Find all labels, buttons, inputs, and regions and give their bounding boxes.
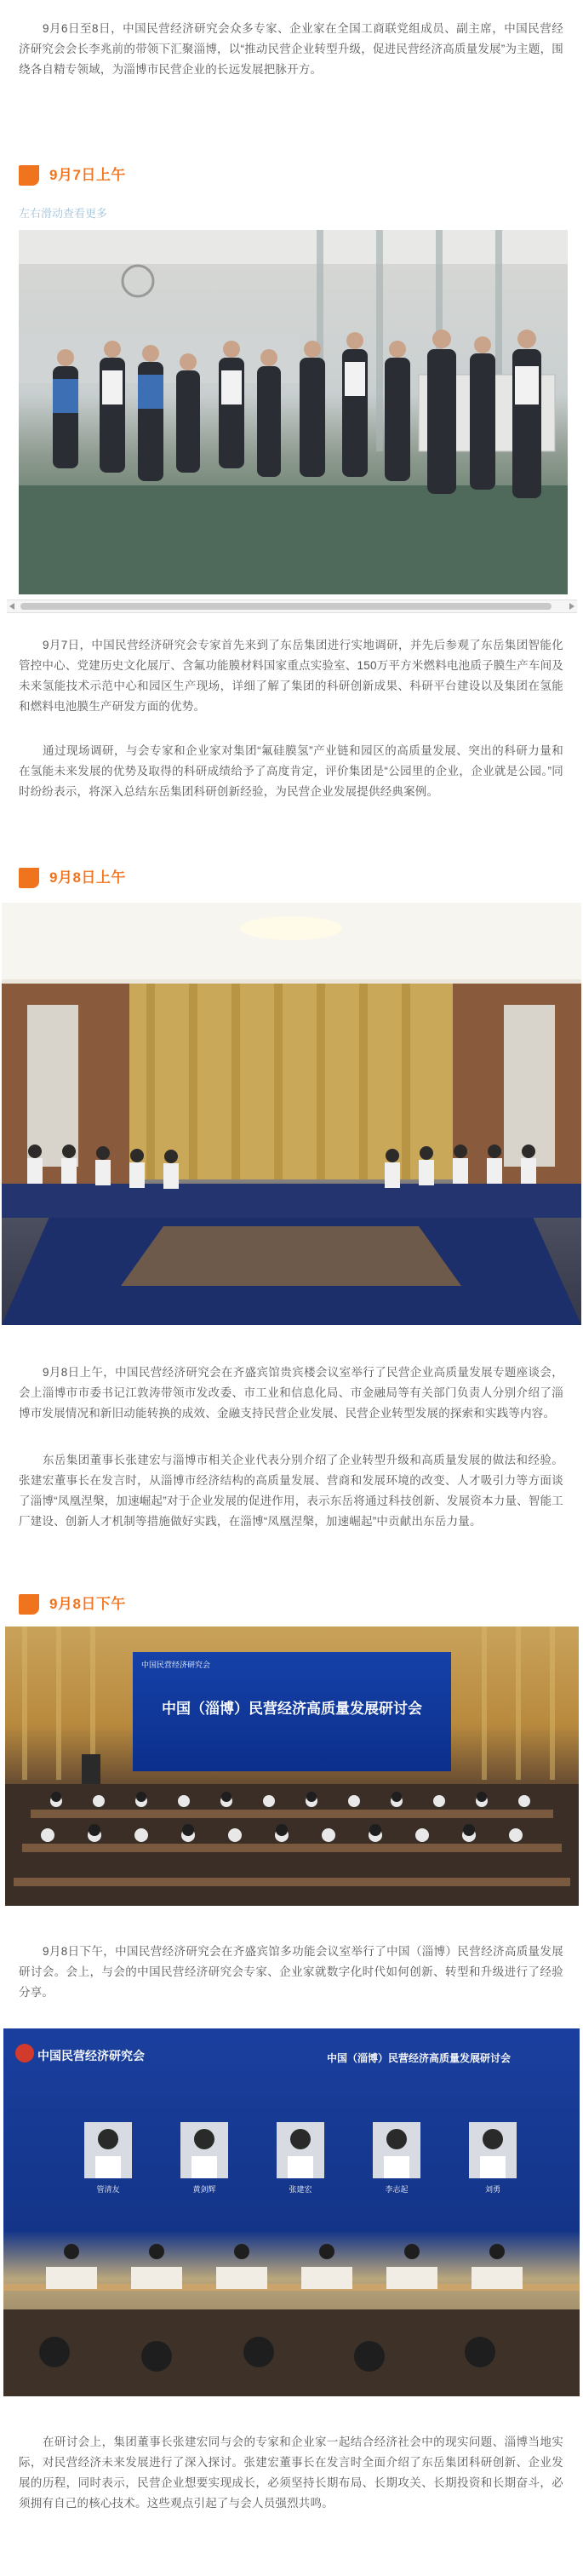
- photo-symposium-meeting: [2, 903, 581, 1325]
- photo-speaker-panel: [3, 2028, 580, 2396]
- scroll-thumb[interactable]: [20, 603, 552, 610]
- paragraph-0908-am-meeting: 9月8日上午，中国民营经济研究会在齐盛宾馆贵宾楼会议室举行了民营企业高质量发展专题座谈会，会上淄博市市委书记江敦涛带领市发改委、市工业和信息化局、市金融局等有关部门负责人分别介绍了淄博市发展情况和新旧动能转换的成效、金融支持民营企业发展、民营企业转型发展的探索和实践等内容。: [19, 1366, 563, 1420]
- section-title: 9月8日下午: [49, 1596, 126, 1612]
- stage-illustration: [3, 2028, 580, 2396]
- screen-org-name: 中国民营经济研究会: [141, 1661, 211, 1669]
- section-header-0907-am: [0, 155, 583, 189]
- speaker-name: 管清友: [96, 2185, 120, 2194]
- section-title: 9月8日上午: [49, 869, 126, 886]
- photo-seminar-hall: [5, 1626, 579, 1906]
- paragraph-0907-visit: 9月7日，中国民营经济研究会专家首先来到了东岳集团进行实地调研，并先后参观了东岳集团智能化管控中心、党建历史文化展厅、含氟功能膜材料国家重点实验室、150万平方米燃料电池质子膜生产车间及未来氢能技术示范中心和园区生产现场，详细了解了集团的科研创新成果、科研平台建设以及集团在氢能和燃料电池膜生产研发方面的优势。: [19, 639, 563, 713]
- gallery-scrollbar[interactable]: [7, 600, 577, 613]
- panel-org-name: 中国民营经济研究会: [37, 2049, 145, 2063]
- speaker-name: 张建宏: [289, 2185, 312, 2194]
- paragraph-0908-pm-discussion: 在研讨会上，集团董事长张建宏同与会的专家和企业家一起结合经济社会中的现实问题、淄博当地实际，对民营经济未来发展进行了深入探讨。张建宏董事长在发言时全面介绍了东岳集团科研创新、企业发展的历程，同时表示，民营企业想要实现成长，必须坚持长期布局、长期攻关、长期投资和长期奋斗，必须拥有自己的核心技术。这些观点引起了与会人员强烈共鸣。: [19, 2435, 563, 2510]
- meeting-room-illustration: [2, 903, 581, 1325]
- scroll-right-icon[interactable]: [569, 603, 574, 610]
- section-header-0908-pm: [0, 1584, 583, 1618]
- paragraph-0908-pm-seminar: 9月8日下午，中国民营经济研究会在齐盛宾馆多功能会议室举行了中国（淄博）民营经济高质量发展研讨会。会上，与会的中国民营经济研究会专家、企业家就数字化时代如何创新、转型和升级进行了经验分享。: [19, 1945, 563, 1999]
- panel-title: 中国（淄博）民营经济高质量发展研讨会: [327, 2052, 512, 2064]
- screen-title: 中国（淄博）民营经济高质量发展研讨会: [162, 1701, 422, 1718]
- speaker-name: 刘勇: [484, 2185, 500, 2194]
- section-marker-icon: [19, 165, 39, 186]
- paragraph-0907-feedback: 通过现场调研，与会专家和企业家对集团“氟硅膜氢”产业链和园区的高质量发展、突出的科研力量和在氢能未来发展的优势及取得的科研成绩给予了高度肯定，评价集团是“公园里的企业，企业就是公园。”同时纷纷表示，将深入总结东岳集团科研创新经验，为民营企业发展提供经典案例。: [19, 744, 563, 798]
- intro-paragraph: 9月6日至8日，中国民营经济研究会众多专家、企业家在全国工商联党组成员、副主席，中国民营经济研究会会长李兆前的带领下汇聚淄博，以“推动民营企业转型升级，促进民营经济高质量发展”为主题，围绕各自精专领域，为淄博市民营企业的长远发展把脉开方。: [19, 22, 563, 76]
- section-marker-icon: [19, 868, 39, 888]
- section-marker-icon: [19, 1594, 39, 1615]
- speaker-name: 李志起: [385, 2185, 409, 2194]
- speaker-name: 黄剑辉: [192, 2185, 216, 2194]
- gallery-photo-factory-tour[interactable]: [19, 230, 568, 594]
- swipe-hint: 左右滑动查看更多: [19, 207, 108, 220]
- scroll-left-icon[interactable]: [9, 603, 14, 610]
- section-header-0908-am: [0, 858, 583, 892]
- factory-tour-illustration: [19, 230, 568, 594]
- paragraph-0908-am-speech: 东岳集团董事长张建宏与淄博市相关企业代表分别介绍了企业转型升级和高质量发展的做法和经验。张建宏董事长在发言时，从淄博市经济结构的高质量发展、营商和发展环境的改变、人才吸引力等方面谈了淄博“凤凰涅槃，加速崛起”对于企业发展的促进作用，表示东岳将通过科技创新、发展资本力量、智能工厂建设、创新人才机制等措施做好实践，在淄博“凤凰涅槃，加速崛起”中贡献出东岳力量。: [19, 1454, 563, 1528]
- section-title: 9月7日上午: [49, 167, 126, 183]
- audience-illustration: [5, 1626, 579, 1906]
